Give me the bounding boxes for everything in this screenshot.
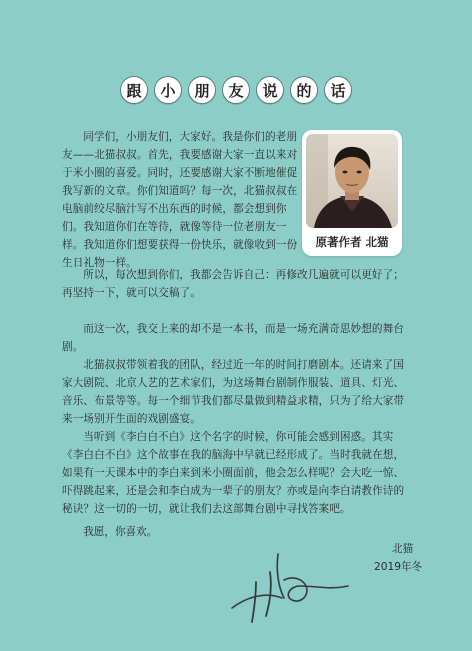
signoff-name: 北猫 xyxy=(392,543,414,555)
paragraph-text: 所以，每次想到你们，我都会告诉自己：再修改几遍就可以更好了；再坚持一下，就可以交稿了。 xyxy=(62,269,404,299)
title-char: 跟 xyxy=(120,76,148,104)
handwritten-signature xyxy=(226,546,354,624)
page-title xyxy=(0,76,472,104)
author-photo xyxy=(306,134,398,228)
paragraph-persistence xyxy=(62,266,412,302)
author-caption: 原著作者 北猫 xyxy=(315,235,389,249)
closing-line: 我愿，你喜欢。 xyxy=(83,526,158,538)
paragraph-text: 北猫叔叔带领着我的团队，经过近一年的时间打磨剧本。还请来了国家大剧院、北京人艺的艺术家们，为这场舞台剧制作服装、道具、灯光、音乐、布景等等。每一个细节我们都尽量做到精益求精，只为了给大家带来一场别开生面的戏剧盛宴。 xyxy=(62,359,405,425)
paragraph-stage-play xyxy=(62,320,412,356)
title-char: 话 xyxy=(324,76,352,104)
author-card xyxy=(302,130,402,256)
paragraph-greeting xyxy=(62,128,298,272)
paragraph-text: 当听到《李白白不白》这个名字的时候，你可能会感到困惑。其实《李白白不白》这个故事在我的脑海中早就已经形成了。当时我就在想，如果有一天课本中的李白来到米小圈面前，他会怎么样呢？会大吃一惊、吓得跳起来，还是会和李白成为一辈子的朋友？亦或是向李白请教作诗的秘诀？这一切的一切，就让我们去这部舞台剧中寻找答案吧。 xyxy=(62,431,405,515)
title-char: 小 xyxy=(154,76,182,104)
title-char: 朋 xyxy=(188,76,216,104)
title-char: 的 xyxy=(290,76,318,104)
signoff-date: 2019年冬 xyxy=(374,561,423,573)
paragraph-text: 而这一次，我交上来的却不是一本书，而是一场充满奇思妙想的舞台剧。 xyxy=(62,323,404,353)
title-char: 说 xyxy=(256,76,284,104)
author-portrait-image xyxy=(306,134,398,228)
paragraph-team xyxy=(62,356,412,428)
title-char: 友 xyxy=(222,76,250,104)
paragraph-story xyxy=(62,428,412,518)
paragraph-text: 同学们，小朋友们，大家好。我是你们的老朋友——北猫叔叔。首先，我要感谢大家一直以来对于米小圈的喜爱。同时，还要感谢大家不断地催促我写新的文章。你们知道吗？每一次，北猫叔叔在电脑前绞尽脑汁写不出东西的时候，都会想到你们。我知道你们在等待，就像等待一位老朋友一样。我知道你们想要获得一份快乐，就像收到一份生日礼物一样。 xyxy=(62,131,298,269)
